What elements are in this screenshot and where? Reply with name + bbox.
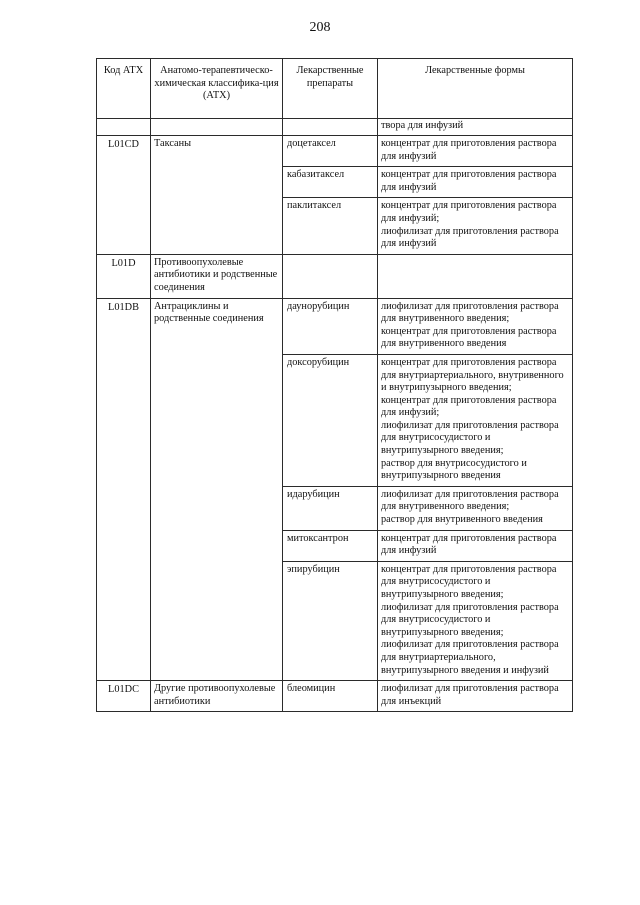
dosage-form-line: концентрат для приготовления раствора для инфузий <box>381 169 557 193</box>
atc-classification-cell: Таксаны <box>151 136 283 255</box>
dosage-form-line: концентрат для приготовления раствора для инфузий <box>381 138 557 162</box>
dosage-form-line: концентрат для приготовления раствора для внутриартериального, внутривенного и внутрипузырного введения; <box>381 356 564 394</box>
table-header <box>97 59 573 119</box>
drug-name-cell: даунорубицин <box>283 298 378 354</box>
dosage-forms-cell <box>378 136 573 167</box>
table-row <box>97 681 573 712</box>
drug-name-cell: митоксантрон <box>283 530 378 561</box>
drug-name-cell: доцетаксел <box>283 136 378 167</box>
atc-classification-cell: Антрациклины и родственные соединения <box>151 298 283 681</box>
dosage-forms-cell <box>378 298 573 354</box>
dosage-form-line: лиофилизат для приготовления раствора для внутривенного введения; <box>381 488 559 513</box>
dosage-form-line: концентрат для приготовления раствора для инфузий; <box>381 394 557 419</box>
dosage-forms-cell <box>378 254 573 298</box>
header-classification: Анатомо-терапевтическо-химическая классифика-ция (АТХ) <box>151 59 283 119</box>
atc-code-cell <box>97 119 151 136</box>
dosage-forms-cell <box>378 167 573 198</box>
dosage-form-line: лиофилизат для приготовления раствора для инфузий <box>381 225 559 250</box>
table-row <box>97 136 573 167</box>
dosage-form-line: концентрат для приготовления раствора для внутривенного введения <box>381 325 557 350</box>
drug-name-cell: доксорубицин <box>283 354 378 486</box>
dosage-form-line: лиофилизат для приготовления раствора для внутрисосудистого и внутрипузырного введения; <box>381 601 559 638</box>
header-drugs: Лекарственные препараты <box>283 59 378 119</box>
dosage-forms-cell <box>378 681 573 712</box>
dosage-forms-cell <box>378 561 573 680</box>
drug-name-cell: блеомицин <box>283 681 378 712</box>
dosage-forms-cell <box>378 119 573 136</box>
drug-name-cell <box>283 254 378 298</box>
drug-name-cell: паклитаксел <box>283 198 378 254</box>
atc-code-cell: L01DC <box>97 681 151 712</box>
header-code: Код АТХ <box>97 59 151 119</box>
drug-name-cell: эпирубицин <box>283 561 378 680</box>
dosage-form-line: лиофилизат для приготовления раствора для инъекций <box>381 683 559 707</box>
atc-code-cell: L01CD <box>97 136 151 255</box>
dosage-form-line: концентрат для приготовления раствора для инфузий <box>381 532 557 557</box>
drug-name-cell <box>283 119 378 136</box>
dosage-form-line: лиофилизат для приготовления раствора для внутривенного введения; <box>381 300 559 325</box>
page-number: 208 <box>309 20 331 35</box>
atc-drug-table <box>96 58 573 712</box>
dosage-forms-cell <box>378 530 573 561</box>
table-body <box>97 119 573 712</box>
dosage-form-line: концентрат для приготовления раствора для инфузий; <box>381 200 557 224</box>
table-row <box>97 298 573 354</box>
drug-name-cell: кабазитаксел <box>283 167 378 198</box>
dosage-forms-cell <box>378 198 573 254</box>
table-row <box>97 254 573 298</box>
atc-code-cell: L01D <box>97 254 151 298</box>
dosage-form-line: лиофилизат для приготовления раствора для внутрисосудистого и внутрипузырного введения; <box>381 419 559 457</box>
dosage-forms-cell <box>378 354 573 486</box>
drug-name-cell: идарубицин <box>283 486 378 530</box>
dosage-form-line: раствор для внутривенного введения <box>381 514 543 526</box>
table-row <box>97 119 573 136</box>
dosage-form-line: раствор для внутрисосудистого и внутрипузырного введения <box>381 457 527 482</box>
header-forms: Лекарственные формы <box>378 59 573 119</box>
dosage-forms-cell <box>378 486 573 530</box>
atc-code-cell: L01DB <box>97 298 151 681</box>
dosage-form-line: концентрат для приготовления раствора для внутрисосудистого и внутрипузырного введения; <box>381 563 557 600</box>
dosage-form-line: лиофилизат для приготовления раствора для внутриартериального, внутрипузырного введения и инфузий <box>381 639 559 676</box>
atc-classification-cell: Другие противоопухолевые антибиотики <box>151 681 283 712</box>
atc-classification-cell <box>151 119 283 136</box>
atc-classification-cell: Противоопухолевые антибиотики и родственные соединения <box>151 254 283 298</box>
dosage-form-line: твора для инфузий <box>381 120 464 131</box>
